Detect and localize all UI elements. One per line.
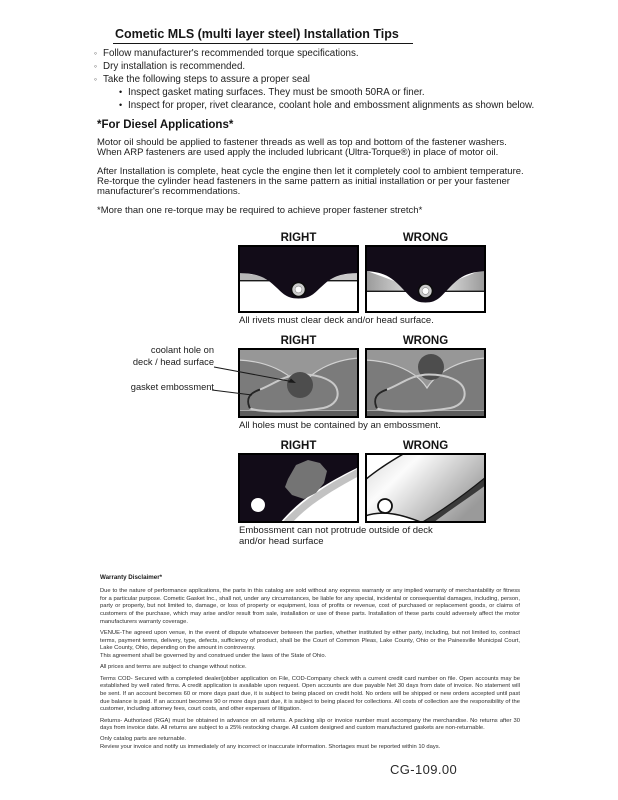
right-label: RIGHT bbox=[280, 440, 317, 452]
legal-paragraph: This agreement shall be governed by and construed under the laws of the State of Ohio. bbox=[100, 653, 327, 660]
coolant-hole-wrong-diagram bbox=[365, 348, 486, 418]
dot-bullet-icon: • bbox=[119, 100, 123, 110]
dot-bullet-icon: • bbox=[119, 87, 123, 97]
diagram-annotations bbox=[97, 345, 214, 394]
tip-text: Follow manufacturer's recommended torque specifications. bbox=[103, 48, 359, 59]
wrong-label: WRONG bbox=[402, 440, 449, 452]
diesel-paragraph: After Installation is complete, heat cycle the engine then let it completely cool to ambient temperature. Re-torque the cylinder head fasteners in the same pattern as initial installation or per your fastener manufacturer's recommendations. bbox=[97, 166, 524, 197]
diesel-note: *More than one re-torque may be required to achieve proper fastener stretch* bbox=[97, 205, 423, 216]
rivet-clearance-pair bbox=[238, 232, 486, 326]
diesel-heading: *For Diesel Applications* bbox=[97, 119, 234, 131]
catalog-page-code: CG-109.00 bbox=[390, 762, 458, 777]
coolant-hole-label: coolant hole on bbox=[150, 345, 214, 355]
open-bullet-icon: ◦ bbox=[94, 74, 98, 84]
diesel-applications-section bbox=[97, 119, 533, 225]
pair3-caption: Embossment can not protrude outside of deck and/or head surface bbox=[239, 525, 433, 547]
open-bullet-icon: ◦ bbox=[94, 48, 98, 58]
list-item bbox=[94, 47, 544, 60]
diesel-paragraph: Motor oil should be applied to fastener threads as well as top and bottom of the fastener washers. When ARP fasteners are used apply the included lubricant (Ultra-Torque®) in place of motor oil. bbox=[97, 137, 507, 158]
wrong-label: WRONG bbox=[402, 335, 449, 347]
pair2-caption: All holes must be contained by an embossment. bbox=[239, 420, 441, 431]
right-label: RIGHT bbox=[280, 335, 317, 347]
legal-paragraph: Returns- Authorized (RGA) must be obtained in advance on all returns. A packing slip or invoice number must accompany the merchandise. No returns after 30 days from invoice date. All returns are subject to a 25% restocking charge. All custom designed and custom manufactured gaskets are non-returnable. bbox=[100, 717, 520, 732]
legal-paragraph: Due to the nature of performance applications, the parts in this catalog are sold without any express warranty or any implied warranty of merchantability or fitness for a particular purpose. Cometic Gasket Inc., shall not, under any circumstances, be liable for any special, incidental or consequential damages, including, person, party or property, but not limited to, damage, or loss of property or equipment, loss of profits or revenue, cost of purchased or replacement goods, or claims of customers of the purchase, which may arise and/or result from sale, installation or use of these parts. Installation of these parts could adversely affect the motor manufacturers warranty coverage. bbox=[100, 588, 520, 625]
tip-text: Inspect for proper, rivet clearance, coolant hole and embossment alignments as shown below. bbox=[128, 100, 535, 111]
annotation-pointer-lines bbox=[210, 338, 322, 408]
legal-paragraph: Only catalog parts are returnable. bbox=[100, 736, 187, 743]
embossment-pair bbox=[238, 440, 486, 547]
tip-text: Dry installation is recommended. bbox=[103, 61, 246, 72]
open-bullet-icon: ◦ bbox=[94, 61, 98, 71]
gasket-embossment-label: gasket embossment bbox=[130, 382, 214, 392]
legal-paragraph: Terms COD- Secured with a completed dealer/jobber application on File, COD-Company check with a current credit card number on file. Open accounts may be established by well rated firms. A credit application is available upon request. Open accounts are due payable Net 30 days from date of invoice. No statement will be sent. If an account becomes 60 or more days past due, it is subject to being placed on credit hold. No orders will be shipped or new orders accepted until past due balance is paid. If an account becomes 90 or more days past due, it is subject to being placed for collections. All costs of collection are the responsibility of the customer, including attorney fees, court costs, and other expenses of litigation. bbox=[100, 675, 520, 713]
list-item bbox=[94, 60, 544, 73]
legal-paragraph: All prices and terms are subject to change without notice. bbox=[100, 664, 247, 671]
wrong-label: WRONG bbox=[402, 232, 449, 244]
rivet-clearance-wrong-diagram bbox=[365, 245, 486, 313]
list-item bbox=[94, 73, 544, 86]
legal-paragraph: VENUE-The agreed upon venue, in the event of dispute whatsoever between the parties, whether instituted by either party, including, but not limited to, contract terms, payment terms, delivery, type, defects, sufficiency of product, shall be the Court of Common Pleas, Lake County, Ohio or the Painesville Municipal Court, Lake County, Ohio, depending on the amount in controversy. bbox=[100, 630, 520, 652]
legal-disclaimer bbox=[100, 574, 520, 755]
list-item bbox=[119, 99, 544, 112]
coolant-hole-label: deck / head surface bbox=[132, 356, 214, 367]
pair1-caption: All rivets must clear deck and/or head surface. bbox=[239, 315, 434, 326]
embossment-right-diagram bbox=[238, 453, 359, 523]
warranty-disclaimer-heading: Warranty Disclaimer* bbox=[100, 574, 163, 581]
rivet-clearance-right-diagram bbox=[238, 245, 359, 313]
list-item bbox=[119, 86, 544, 99]
embossment-wrong-diagram bbox=[365, 453, 486, 523]
tip-text: Inspect gasket mating surfaces. They must be smooth 50RA or finer. bbox=[128, 87, 425, 98]
page-title: Cometic MLS (multi layer steel) Installation Tips bbox=[113, 27, 413, 44]
tip-text: Take the following steps to assure a proper seal bbox=[103, 74, 310, 85]
right-label: RIGHT bbox=[280, 232, 317, 244]
installation-tips-list bbox=[94, 47, 544, 112]
legal-paragraph: Review your invoice and notify us immediately of any incorrect or inaccurate information. Shortages must be reported within 10 days. bbox=[100, 744, 441, 751]
